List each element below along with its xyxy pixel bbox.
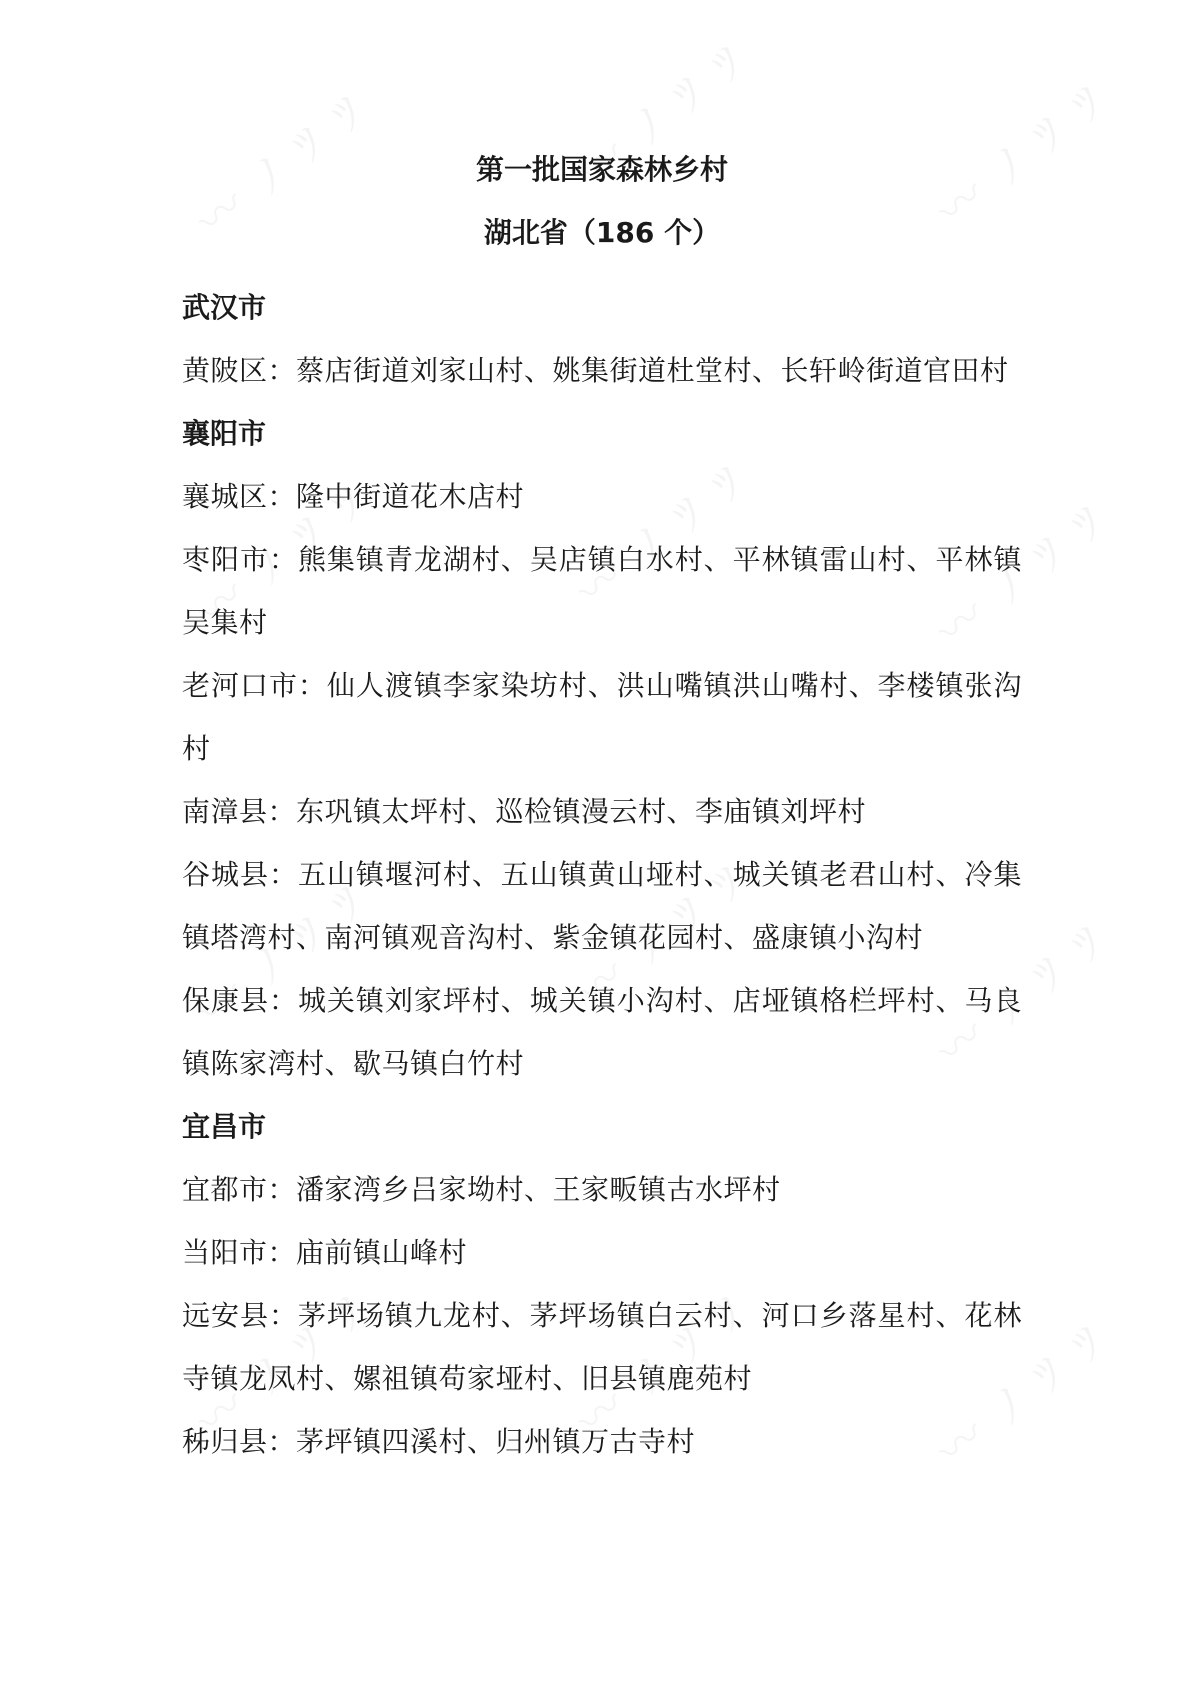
county-name: 秭归县： <box>182 1425 297 1458</box>
document-page <box>182 150 1022 1473</box>
city-heading: 宜昌市 <box>182 1110 267 1143</box>
county-name: 远安县： <box>182 1299 298 1332</box>
county-name: 当阳市： <box>182 1236 297 1269</box>
village-list: 熊集镇青龙湖村、吴店镇白水村、平林镇雷山村、平林镇吴集村 <box>182 543 1022 639</box>
village-list: 潘家湾乡吕家坳村、王家畈镇古水坪村 <box>296 1173 781 1206</box>
county-entry <box>182 780 1022 843</box>
county-entry <box>182 465 1022 528</box>
county-name: 宜都市： <box>182 1173 297 1206</box>
county-name: 老河口市： <box>182 669 327 702</box>
county-name: 谷城县： <box>182 858 298 891</box>
county-name: 保康县： <box>182 984 298 1017</box>
village-list: 蔡店街道刘家山村、姚集街道杜堂村、长轩岭街道官田村 <box>296 354 1009 387</box>
village-list: 茅坪镇四溪村、归州镇万古寺村 <box>296 1425 696 1458</box>
county-entry <box>182 1158 1022 1221</box>
city-heading: 武汉市 <box>182 291 267 324</box>
county-entry <box>182 843 1022 969</box>
village-list: 五山镇堰河村、五山镇黄山垭村、城关镇老君山村、冷集镇塔湾村、南河镇观音沟村、紫金镇花园村、盛康镇小沟村 <box>182 858 1022 954</box>
county-name: 枣阳市： <box>182 543 298 576</box>
county-name: 南漳县： <box>182 795 297 828</box>
province-heading: 湖北省（186 个） <box>483 216 721 249</box>
county-entry <box>182 969 1022 1095</box>
section-yichang <box>182 1095 1022 1473</box>
county-entry <box>182 654 1022 780</box>
village-list: 城关镇刘家坪村、城关镇小沟村、店垭镇格栏坪村、马良镇陈家湾村、歇马镇白竹村 <box>182 984 1022 1080</box>
village-list: 东巩镇太坪村、巡检镇漫云村、李庙镇刘坪村 <box>296 795 867 828</box>
section-xiangyang <box>182 402 1022 1095</box>
county-entry <box>182 528 1022 654</box>
village-list: 庙前镇山峰村 <box>296 1236 468 1269</box>
county-entry <box>182 1410 1022 1473</box>
county-entry <box>182 1221 1022 1284</box>
document-title: 第一批国家森林乡村 <box>475 153 728 186</box>
county-name: 襄城区： <box>182 480 297 513</box>
village-list: 茅坪场镇九龙村、茅坪场镇白云村、河口乡落星村、花林寺镇龙凤村、嫘祖镇苟家垭村、旧县镇鹿苑村 <box>182 1299 1022 1395</box>
county-entry <box>182 339 1022 402</box>
county-name: 黄陂区： <box>182 354 297 387</box>
city-heading: 襄阳市 <box>182 417 267 450</box>
village-list: 隆中街道花木店村 <box>296 480 525 513</box>
section-wuhan <box>182 276 1022 402</box>
county-entry <box>182 1284 1022 1410</box>
village-list: 仙人渡镇李家染坊村、洪山嘴镇洪山嘴村、李楼镇张沟村 <box>182 669 1022 765</box>
